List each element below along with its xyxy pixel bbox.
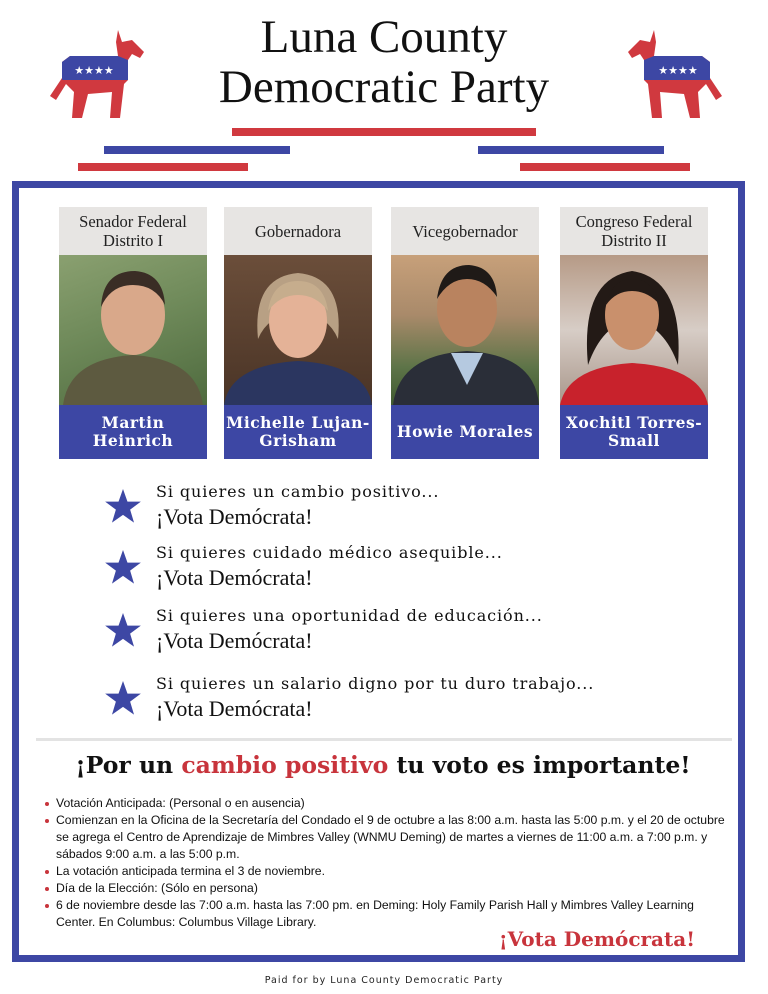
candidate-photo [59, 255, 207, 405]
candidate-role: Senador Federal Distrito I [59, 207, 207, 255]
divider-stripe [104, 146, 290, 154]
paid-for-footer: Paid for by Luna County Democratic Party [264, 975, 504, 986]
candidate-role: Vicegobernador [391, 207, 539, 255]
reason-call: ¡Vota Demócrata! [156, 565, 313, 590]
divider-stripe [478, 146, 664, 154]
democratic-donkey-icon [624, 22, 724, 122]
candidate-name: Michelle Lujan-Grisham [224, 405, 372, 459]
title-line-2: Democratic Party [218, 61, 550, 113]
candidate-role: Congreso Federal Distrito II [560, 207, 708, 255]
star-icon [104, 680, 142, 718]
reason-item [104, 606, 664, 664]
headline-after: tu voto es importante! [388, 751, 691, 779]
reason-item [104, 674, 664, 732]
section-divider [36, 738, 732, 741]
candidate-card [391, 207, 539, 459]
reason-item [104, 482, 664, 540]
headline-highlight: cambio positivo [181, 751, 389, 779]
info-item: Comienzan en la Oficina de la Secretaría del Condado el 9 de octubre a las 8:00 a.m. hasta las 5:00 p.m. y el 20 de octubre se agrega el Centro de Aprendizaje de Mimbres Valley (WNMU Deming) de martes a viernes de 11:00 a.m. a 7:00 p.m. y sábados 9:00 a.m. a las 5:00 p.m. [44, 812, 734, 863]
candidate-card [560, 207, 708, 459]
svg-text:★★★★: ★★★★ [658, 64, 698, 77]
divider-stripe [520, 163, 690, 171]
star-icon [104, 488, 142, 526]
candidate-card [224, 207, 372, 459]
info-item: 6 de noviembre desde las 7:00 a.m. hasta las 7:00 pm. en Deming: Holy Family Parish Hall y Mimbres Valley Learning Center. En Columbus: Columbus Village Library. [44, 897, 734, 931]
svg-text:★★★★: ★★★★ [74, 64, 114, 77]
reason-text: Si quieres un salario digno por tu duro trabajo... [156, 674, 595, 693]
candidate-card [59, 207, 207, 459]
headline-before: ¡Por un [75, 751, 182, 779]
reason-call: ¡Vota Demócrata! [156, 628, 313, 653]
candidate-name: Howie Morales [391, 405, 539, 459]
star-icon [104, 612, 142, 650]
divider-stripe [232, 128, 536, 136]
headline [20, 751, 746, 779]
reason-call: ¡Vota Demócrata! [156, 696, 313, 721]
candidate-photo [224, 255, 372, 405]
candidate-name: Xochitl Torres-Small [560, 405, 708, 459]
info-item: La votación anticipada termina el 3 de noviembre. [44, 863, 734, 880]
reason-text: Si quieres un cambio positivo... [156, 482, 440, 501]
star-icon [104, 549, 142, 587]
reason-call: ¡Vota Demócrata! [156, 504, 313, 529]
reason-text: Si quieres cuidado médico asequible... [156, 543, 503, 562]
reason-text: Si quieres una oportunidad de educación... [156, 606, 543, 625]
info-item: Votación Anticipada: (Personal o en ausencia) [44, 795, 734, 812]
candidate-photo [391, 255, 539, 405]
closing-call: ¡Vota Demócrata! [498, 927, 695, 951]
candidate-photo [560, 255, 708, 405]
title-line-1: Luna County [260, 11, 508, 63]
divider-stripe [78, 163, 248, 171]
page-title [150, 12, 618, 112]
democratic-donkey-icon [48, 22, 148, 122]
candidate-name: Martin Heinrich [59, 405, 207, 459]
reason-item [104, 543, 664, 601]
candidate-role: Gobernadora [224, 207, 372, 255]
info-item: Día de la Elección: (Sólo en persona) [44, 880, 734, 897]
